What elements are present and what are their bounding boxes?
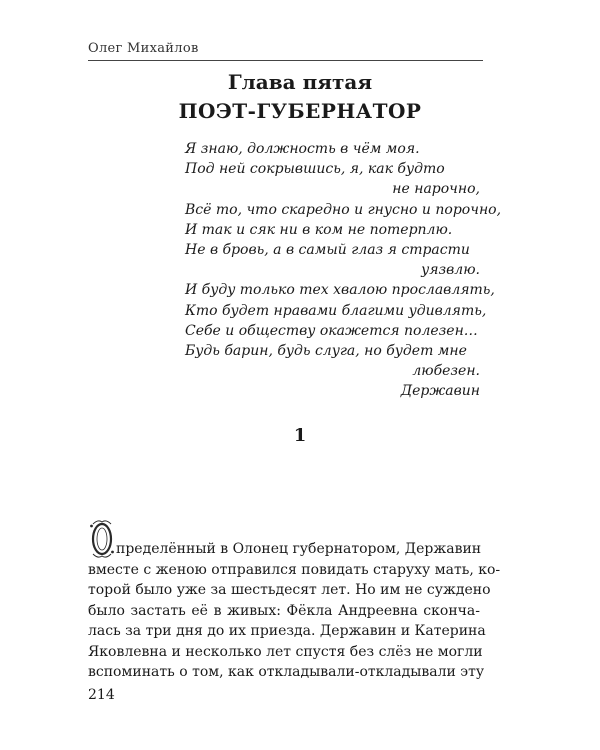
chapter-title: Глава пятая	[227, 70, 373, 94]
page-number: 214	[88, 687, 115, 703]
running-head: Олег Михайлов	[88, 41, 199, 56]
body-text	[88, 539, 501, 683]
section-number: 1	[293, 425, 307, 446]
epigraph-line-continuation: любезен.	[412, 363, 480, 380]
drop-cap	[89, 518, 115, 558]
epigraph-line: Себе и обществу окажется полезен…	[185, 322, 478, 339]
epigraph-line: Под ней сокрывшись, я, как будто	[185, 161, 445, 178]
epigraph-line: Я знаю, должность в чём моя.	[185, 141, 420, 157]
header-rule	[88, 60, 483, 61]
body-line: торой было уже за шестьдесят лет. Но им не суждено	[88, 582, 491, 598]
epigraph-line: И буду только тех хвалою прославлять,	[185, 282, 495, 299]
body-line: вместе с женою отправился повидать старуху мать, ко-	[88, 561, 501, 578]
chapter-subtitle: ПОЭТ-ГУБЕРНАТОР	[178, 99, 422, 123]
epigraph-attribution: Державин	[400, 383, 480, 400]
epigraph-line: Будь барин, будь слуга, но будет мне	[185, 343, 467, 360]
body-line: лась за три дня до их приезда. Державин и Катерина	[88, 623, 486, 639]
epigraph-line: И так и сяк ни в ком не потерплю.	[185, 221, 453, 238]
epigraph	[185, 139, 502, 402]
body-line: Яковлевна и несколько лет спустя без слёз не могли	[88, 643, 483, 660]
body-line: вспоминать о том, как откладывали-откладывали эту	[88, 664, 485, 680]
epigraph-line: Не в бровь, а в самый глаз я страсти	[185, 242, 470, 259]
epigraph-line-continuation: не нарочно,	[392, 181, 480, 198]
body-line: пределённый в Олонец губернатором, Державин	[116, 541, 482, 557]
body-line: было застать её в живых: Фёкла Андреевна сконча-	[88, 602, 480, 619]
epigraph-line: Кто будет нравами благими удивлять,	[185, 302, 487, 319]
epigraph-line-continuation: уязвлю.	[421, 262, 480, 279]
epigraph-line: Всё то, что скаредно и гнусно и порочно,	[185, 201, 502, 218]
